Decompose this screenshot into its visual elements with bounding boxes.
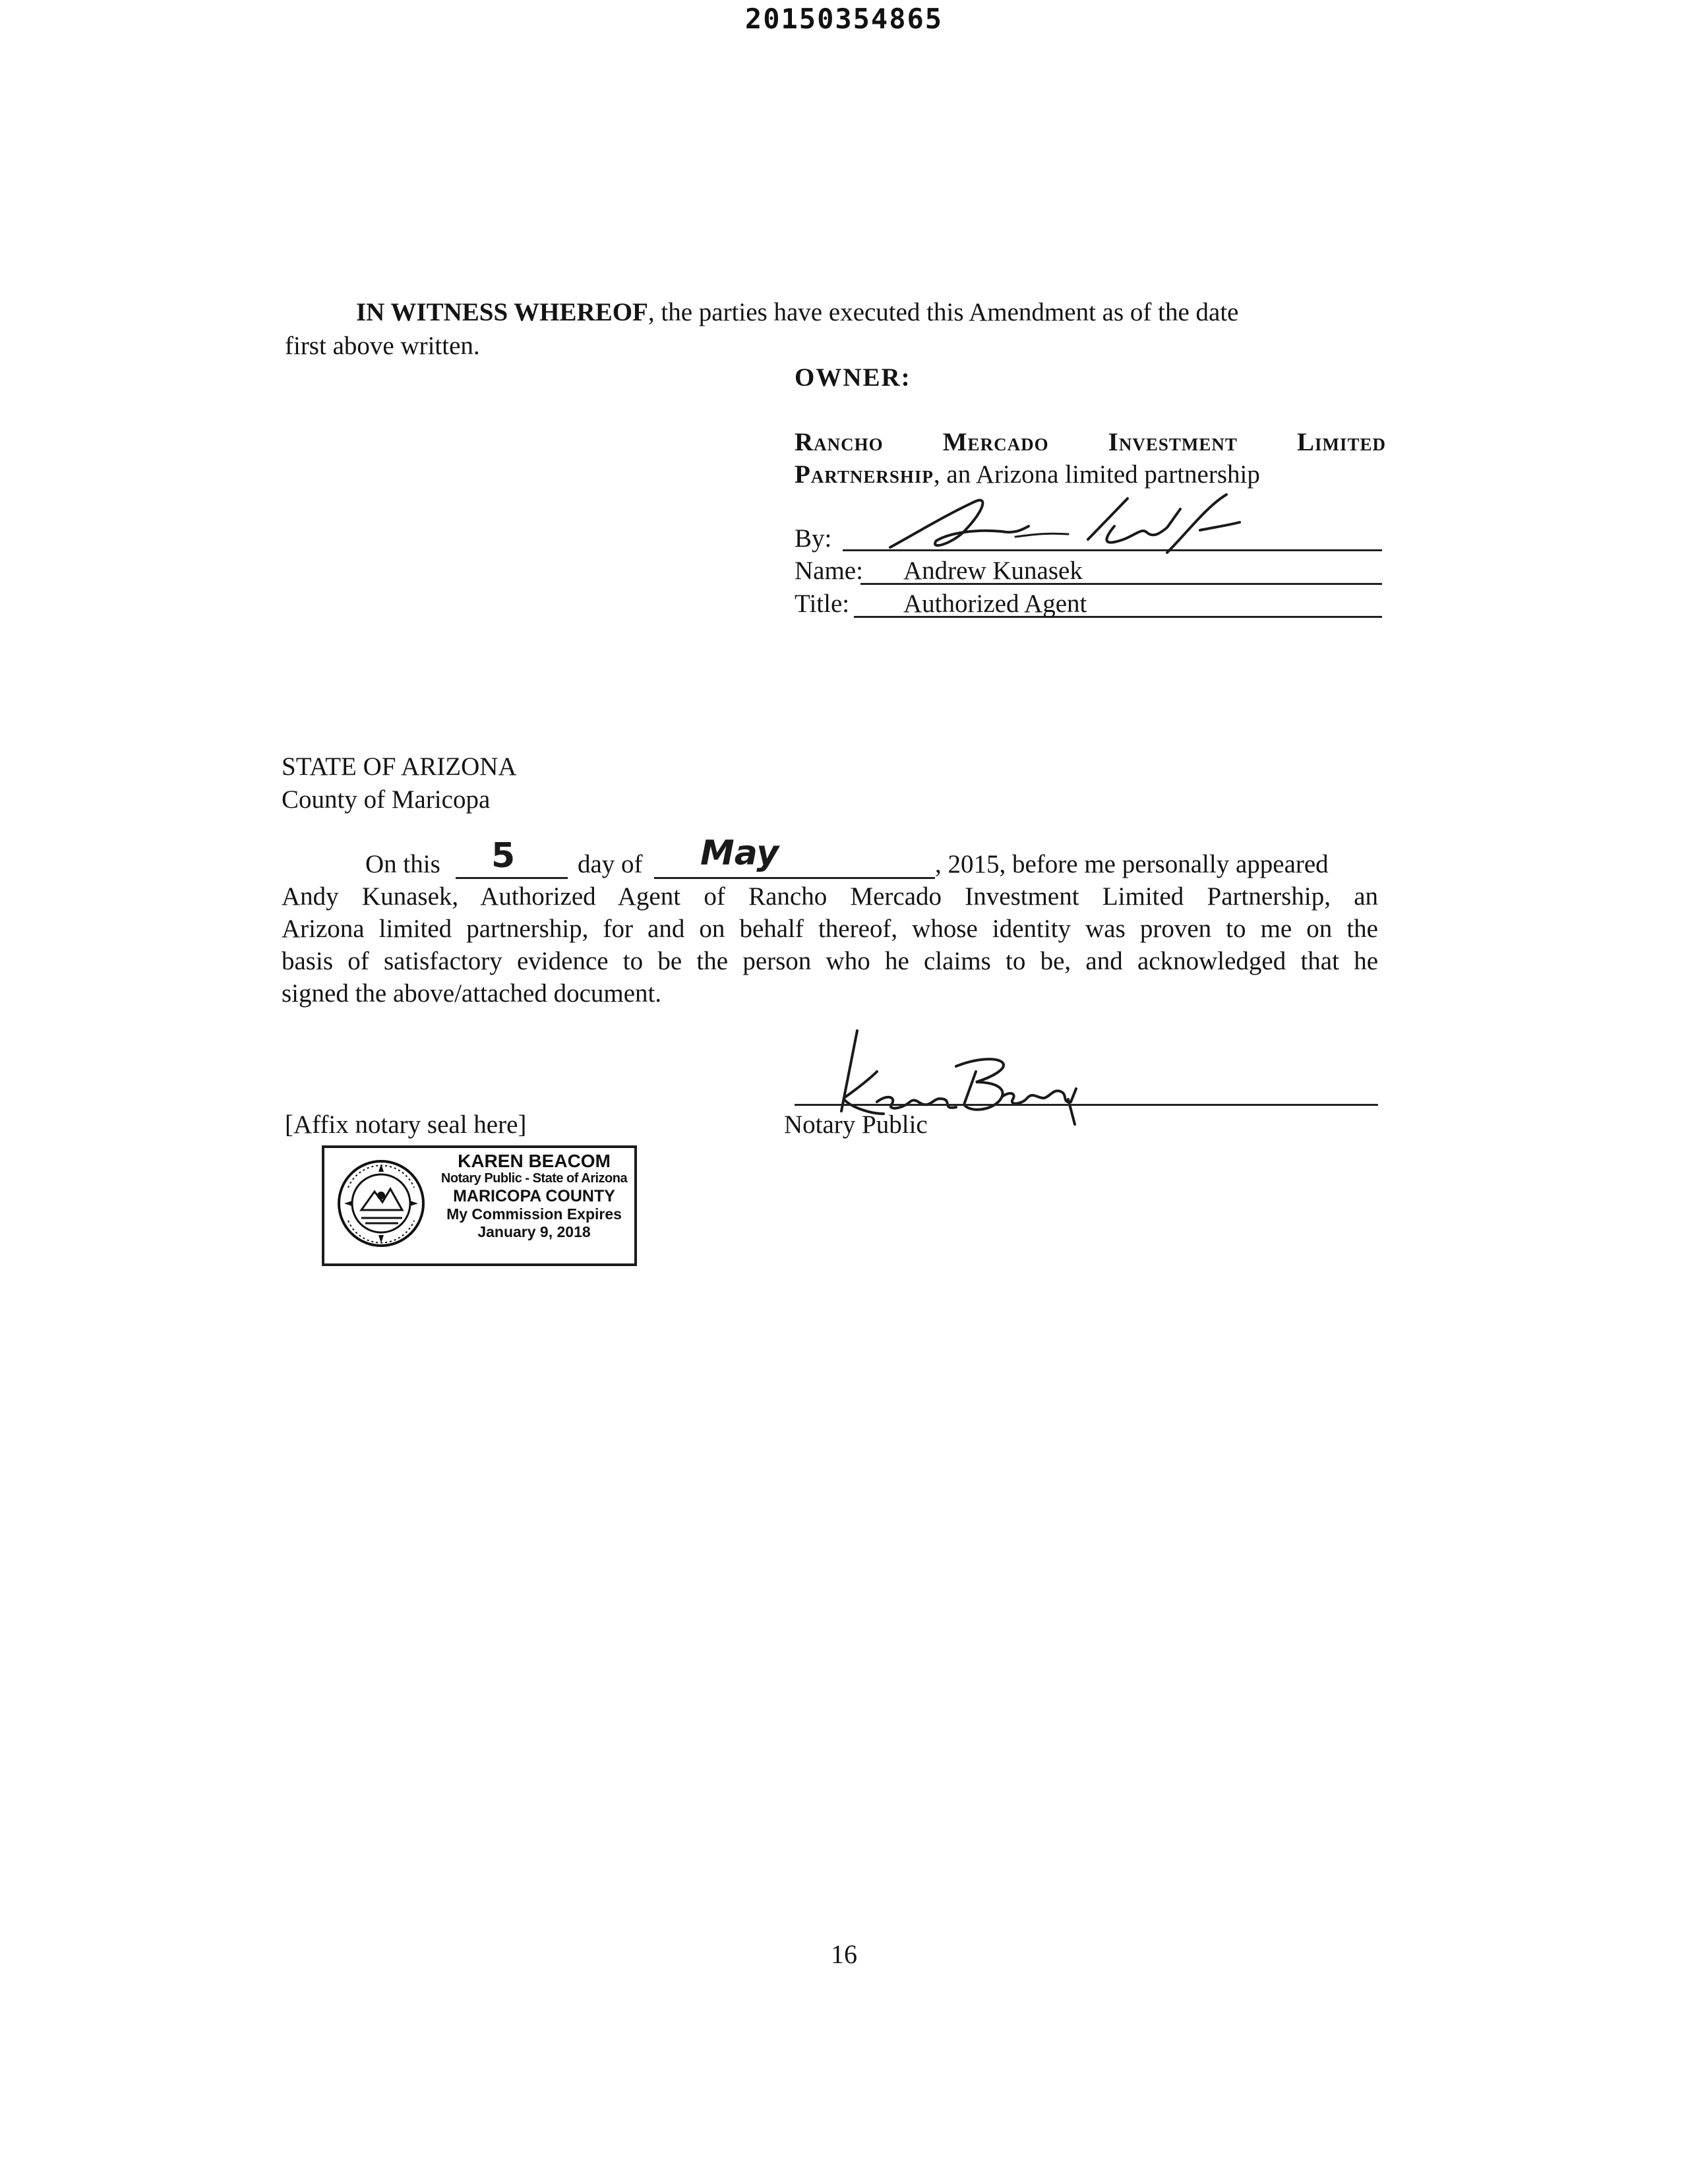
notary-signature-line xyxy=(795,1104,1378,1106)
ack-line-2: Andy Kunasek, Authorized Agent of Rancho Mercado Investment Limited Partnership, an xyxy=(282,882,1378,911)
witness-line-1 xyxy=(356,295,1388,329)
entity-word-3: Investment xyxy=(1108,428,1238,456)
seal-instruction: [Affix notary seal here] xyxy=(285,1110,527,1139)
owner-heading: OWNER: xyxy=(795,363,911,392)
venue-county: County of Maricopa xyxy=(282,785,491,814)
page-number: 16 xyxy=(831,1939,857,1969)
entity-word-4: Limited xyxy=(1296,428,1386,456)
venue-state: STATE OF ARIZONA xyxy=(282,752,517,781)
ack-on-this: On this xyxy=(365,850,440,878)
owner-entity-line-1 xyxy=(795,425,1386,459)
by-label: By: xyxy=(795,524,832,553)
name-label: Name: xyxy=(795,557,863,585)
entity-word-1: Rancho xyxy=(795,428,884,456)
stamp-text-block xyxy=(435,1152,633,1241)
stamp-expiration-date: January 9, 2018 xyxy=(477,1223,591,1240)
recording-number: 20150354865 xyxy=(744,3,944,35)
notary-public-label: Notary Public xyxy=(784,1110,928,1139)
month-blank-line xyxy=(654,877,935,879)
day-blank-line xyxy=(456,877,568,879)
ack-day-value: 5 xyxy=(491,836,516,876)
witness-lead: IN WITNESS WHEREOF xyxy=(356,298,648,326)
stamp-notary-title: Notary Public - State of Arizona xyxy=(440,1171,628,1186)
stamp-commission-label: My Commission Expires xyxy=(446,1205,622,1223)
entity-partnership: Partnership xyxy=(795,460,934,489)
ack-month-value: May xyxy=(700,834,779,873)
title-label: Title: xyxy=(795,590,850,618)
witness-line-2: first above written. xyxy=(285,332,480,360)
entity-word-2: Mercado xyxy=(942,428,1049,456)
entity-type: , an Arizona limited partnership xyxy=(933,460,1260,489)
ack-year: , 2015, before me personally appeared xyxy=(935,850,1329,878)
title-value: Authorized Agent xyxy=(903,590,1087,618)
ack-day-of: day of xyxy=(578,850,643,878)
name-value: Andrew Kunasek xyxy=(903,557,1083,585)
stamp-notary-name: KAREN BEACOM xyxy=(458,1151,611,1171)
ack-line-4: basis of satisfactory evidence to be the person who he claims to be, and acknowledged that he xyxy=(282,947,1378,975)
witness-line-1-rest: , the parties have executed this Amendment as of the date xyxy=(648,298,1239,326)
arizona-state-seal-icon xyxy=(335,1157,427,1250)
stamp-county: MARICOPA COUNTY xyxy=(453,1187,615,1205)
notary-stamp xyxy=(322,1145,637,1266)
ack-line-5: signed the above/attached document. xyxy=(282,979,662,1008)
ack-line-3: Arizona limited partnership, for and on behalf thereof, whose identity was proven to me on the xyxy=(282,915,1378,943)
